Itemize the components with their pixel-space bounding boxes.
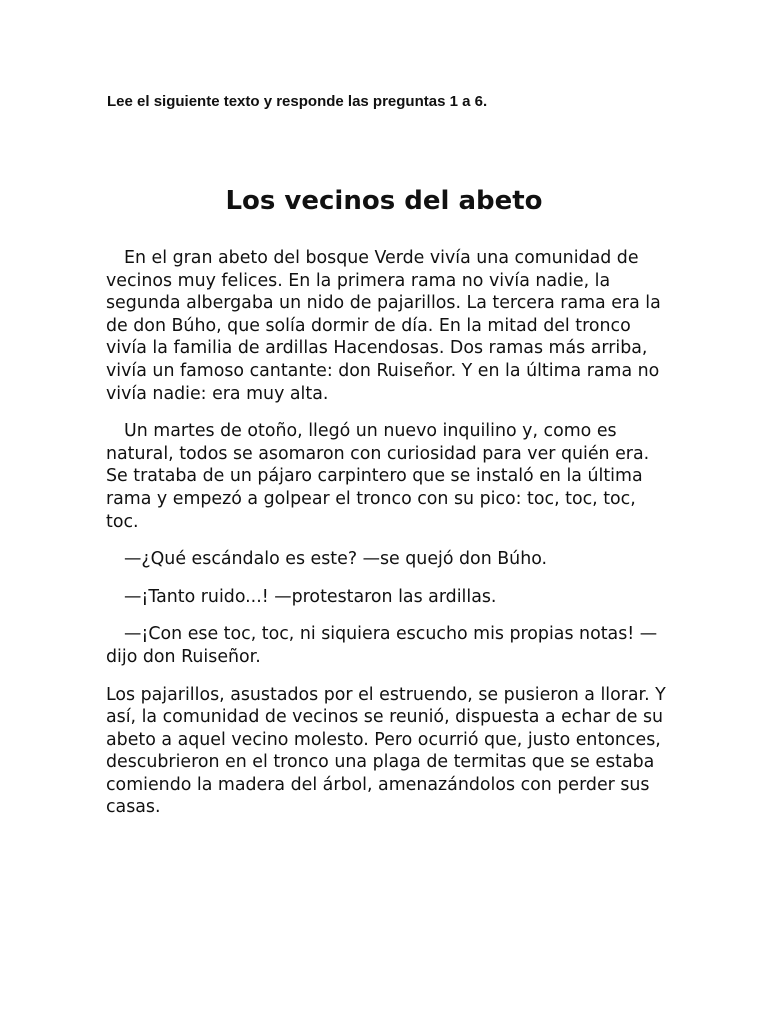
dialogue-line-ardillas: —¡Tanto ruido...! —protestaron las ardillas. (124, 586, 497, 607)
story-paragraph-1: En el gran abeto del bosque Verde vivía una comunidad de vecinos muy felices. En la primera rama no vivía nadie, la segunda albergaba un nido de pajarillos. La tercera rama era la de don Búho, que solía dormir de día. En la mitad del tronco vivía la familia de ardillas Hacendosas. Dos ramas más arriba, vivía un famoso cantante: don Ruiseñor. Y en la última rama no vivía nadie: era muy alta. (106, 248, 661, 404)
story-body (106, 247, 672, 834)
story-paragraph-3: Los pajarillos, asustados por el estruendo, se pusieron a llorar. Y así, la comunidad de vecinos se reunió, dispuesta a echar de su abeto a aquel vecino molesto. Pero ocurrió que, justo entonces, descubrieron en el tronco una plaga de termitas que se estaba comiendo la madera del árbol, amenazándolos con perder sus casas. (106, 684, 666, 818)
story-title: Los vecinos del abeto (225, 186, 543, 216)
story-paragraph-2: Un martes de otoño, llegó un nuevo inquilino y, como es natural, todos se asomaron con curiosidad para ver quién era. Se trataba de un pájaro carpintero que se instaló en la última rama y empezó a golpear el tronco con su pico: toc, toc, toc, toc. (106, 421, 650, 532)
instruction-text: Lee el siguiente texto y responde las preguntas 1 a 6. (107, 93, 488, 110)
dialogue-line-ruisenor: —¡Con ese toc, toc, ni siquiera escucho mis propias notas! —dijo don Ruiseñor. (106, 624, 658, 667)
dialogue-line-buho: —¿Qué escándalo es este? —se quejó don Búho. (124, 549, 548, 570)
